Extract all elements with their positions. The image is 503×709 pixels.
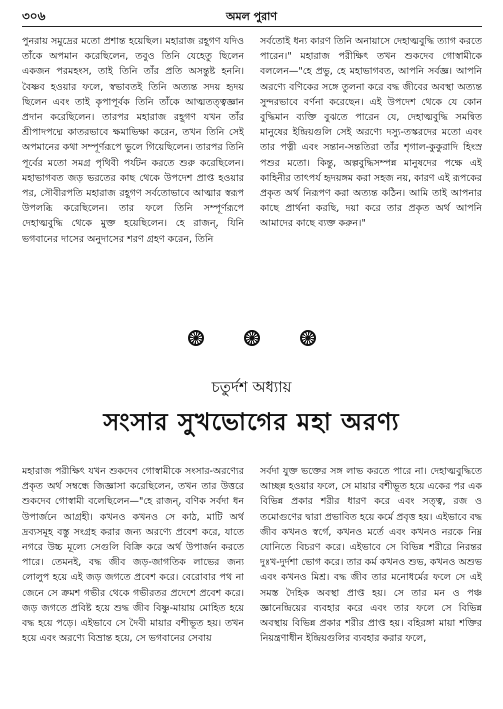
- top-right-paragraph: সর্বতোই ধন্য কারণ তিনি অনায়াসে দেহাত্মবুদ্ধি ত্যাগ করতে পারেন।" মহারাজ পরীক্ষিৎ তখন শুকদেব গোস্বামীকে বললেন—"হে প্রভু, হে মহাভাগবত, আপনি সর্বজ্ঞ। আপনি অরণ্যে বণিকের সঙ্গে তুলনা করে বদ্ধ জীবের অবস্থা অত্যন্ত সুন্দরভাবে বর্ণনা করেছেন। এই উপদেশ থেকে যে কোন বুদ্ধিমান ব্যক্তি বুঝতে পারেন যে, দেহাত্মবুদ্ধি সমন্বিত মানুষের ইন্দ্রিয়গুলি সেই অরণ্যে দস্যু-তস্করদের মতো এবং তার পত্নী এবং সন্তান-সন্ততিরা তাঁর শৃগাল-কুকুরাদি হিংস্র পশুর মতো। কিন্তু, অল্পবুদ্ধিসম্পন্ন মানুষদের পক্ষে এই কাহিনীর তাৎপর্য হৃদয়ঙ্গম করা সহজ নয়, কারণ এই রূপকের প্রকৃত অর্থ নিরূপণ করা অত্যন্ত কঠিন। আমি তাই আপনার কাছে প্রার্থনা করছি, দয়া করে তার প্রকৃত অর্থ আপনি আমাদের কাছে ব্যক্ত করুন।": [260, 36, 482, 230]
- page-number: ৩০৬: [22, 9, 46, 23]
- top-left-paragraph: পুনরায় সমুদ্রের মতো প্রশান্ত হয়েছিল। মহারাজ রহূগণ যদিও তাঁকে অপমান করেছিলেন, তবুও তিনি যেহেতু ছিলেন একজন পরমহংস, তাই তিনি তাঁর প্রতি অসন্তুষ্ট হননি। বৈষ্ণব হওয়ার ফলে, স্বভাবতই তিনি অত্যন্ত সদয় হৃদয় ছিলেন এবং তাই কৃপাপূর্বক তিনি তাঁকে আত্মতত্ত্বজ্ঞান প্রদান করেছিলেন। তারপর মহারাজ রহূগণ যখন তাঁর শ্রীপাদপদ্মে কাতরভাবে ক্ষমাভিক্ষা করেন, তখন তিনি সেই অপমানের কথা সম্পূর্ণরূপে ভুলে গিয়েছিলেন। তারপর তিনি পূর্বের মতো সমগ্র পৃথিবী পর্যটন করতে শুরু করেছিলেন। মহাভাগবত জড় ভরতের কাছ থেকে উপদেশ প্রাপ্ত হওয়ার পর, সৌবীরপতি মহারাজ রহূগণ সর্বতোভাবে আত্মার স্বরূপ উপলব্ধি করেছিলেন। তার ফলে তিনি সম্পূর্ণরূপে দেহাত্মবুদ্ধি থেকে মুক্ত হয়েছিলেন। হে রাজন্‌, যিনি ভগবানের দাসের অনুদাসের শরণ গ্রহণ করেন, তিনি: [22, 36, 244, 245]
- header-rule: [22, 26, 482, 27]
- top-right-column: [260, 34, 482, 324]
- running-title: অমল পুরাণ: [225, 10, 278, 23]
- bottom-right-column: [260, 464, 482, 709]
- section-divider: [0, 330, 503, 346]
- bottom-left-paragraph: মহারাজ পরীক্ষিৎ যখন শুকদেব গোস্বামীকে সংসার-অরণ্যের প্রকৃত অর্থ সম্বন্ধে জিজ্ঞাসা করেছিলেন, তখন তার উত্তরে শুকদেব গোস্বামী বলেছিলেন—"হে রাজন্‌, বণিক সর্বদা ধন উপার্জনে আগ্রহী। কখনও কখনও সে কাঠ, মাটি অর্থ দ্রব্যসমূহ বস্তু সংগ্রহ করার জন্য অরণ্যে প্রবেশ করে, যাতে নগরে উচ্চ মূল্যে সেগুলি বিক্রি করে অর্থ উপার্জন করতে পারে। তেমনই, বদ্ধ জীব জড়-জাগতিক লাভের জন্য লোলুপ হয়ে এই জড় জগতে প্রবেশ করে। বেরোবার পথ না জেনে সে ক্রমশ গভীর থেকে গভীরতর প্রদেশে প্রবেশ করে। জড় জগতে প্রবিষ্ট হয়ে শুদ্ধ জীব বিষ্ণু-মায়ায় মোহিত হয়ে বদ্ধ হয়ে পড়ে। এইভাবে সে দৈবী মায়ার বশীভূত হয়। তখন হয়ে এবং অরণ্যে বিভ্রান্ত হয়ে, সে ভগবানের সেবায়: [22, 466, 244, 645]
- top-left-column: [22, 34, 244, 324]
- flower-ornament-icon: [244, 330, 260, 346]
- chapter-title: সংসার সুখভোগের মহা অরণ্য: [103, 407, 400, 436]
- bottom-right-paragraph: সর্বদা যুক্ত ভক্তের সঙ্গ লাভ করতে পারে না। দেহাত্মবুদ্ধিতে আচ্ছন্ন হওয়ার ফলে, সে মায়ার বশীভূত হয়ে একের পর এক বিভিন্ন প্রকার শরীর ধারণ করে এবং সত্ত্ব, রজ ও তমোগুণের দ্বারা প্রভাবিত হয়ে কর্মে প্রবৃত্ত হয়। এইভাবে বদ্ধ জীব কখনও স্বর্গে, কখনও মর্তে এবং কখনও নরকে নিম্ন যোনিতে বিচরণ করে। এইভাবে সে বিভিন্ন শরীরে নিরন্তর দুঃখ-দুর্দশা ভোগ করে। তার কর্ম কখনও শুভ, কখনও অশুভ এবং কখনও মিশ্র। বদ্ধ জীব তার মনোধর্মের ফলে সে এই সমস্ত দৈহিক অবস্থা প্রাপ্ত হয়। সে তার মন ও পঞ্চ জ্ঞানেন্দ্রিয়ের ব্যবহার করে এবং তার ফলে সে বিভিন্ন অবস্থায় বিভিন্ন প্রকার শরীর প্রাপ্ত হয়। বহিরঙ্গা মায়া শক্তির নিয়ন্ত্রণাধীন ইন্দ্রিয়গুলির ব্যবহার করার ফলে,: [260, 466, 482, 645]
- bottom-left-column: [22, 464, 244, 709]
- flower-ornament-icon: [188, 330, 204, 346]
- chapter-label: চতুর্দশ অধ্যায়: [211, 378, 292, 396]
- flower-ornament-icon: [300, 330, 316, 346]
